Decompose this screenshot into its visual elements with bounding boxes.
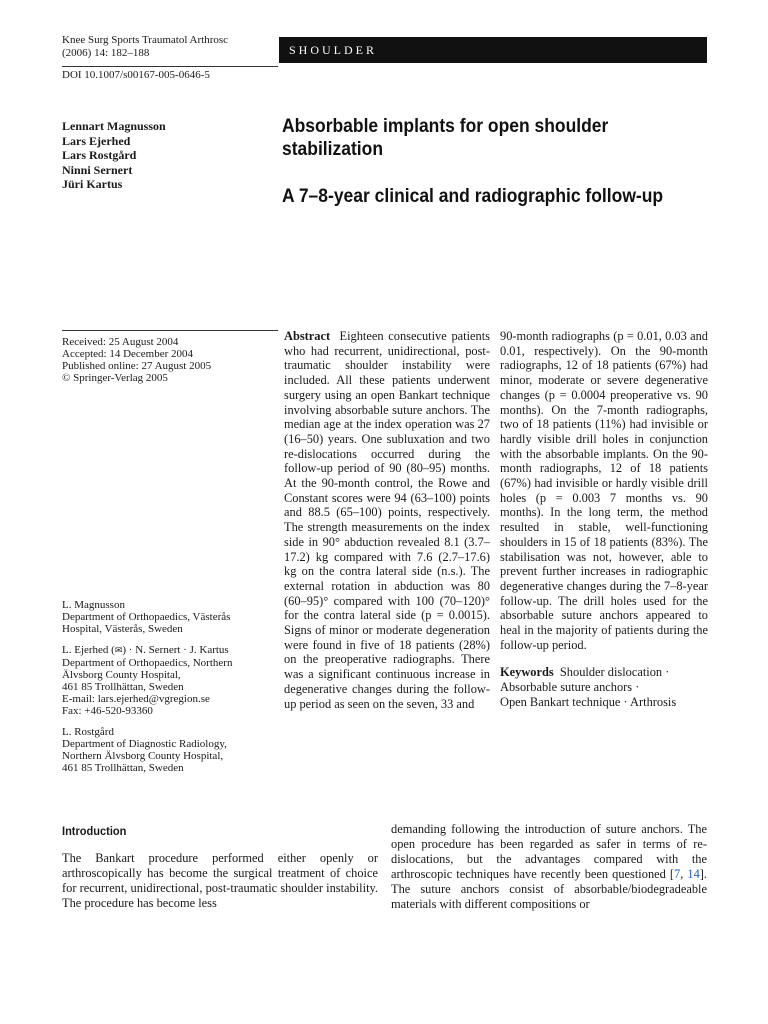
affiliation-fax: Fax: +46-520-93360 — [62, 705, 153, 717]
accepted-date: Accepted: 14 December 2004 — [62, 348, 194, 360]
abstract-text-2: 90-month radiographs (p = 0.01, 0.03 and 0.01, respectively). On the 90-month radiographs, 12 of 18 patients (67%) had minor, moderate or severe degenerative changes (p = 0.0004 preoperative vs. 90 months). On the 7-month radiographs, two of 18 patients (11%) had invisible or hardly visible drill holes in conjunction with the absorbable implants. On the 90-month radiographs, 12 of 18 patients (67%) had invisible or hardly visible drill holes (p = 0.003 7 months vs. 90 months). In the long term, the method resulted in stable, well-functioning shoulders in 15 of 18 patients (83%). The stabilisation was not, however, able to prevent further increases in radiographic degenerative changes during the 7–8-year follow-up. The drill holes used for the absorbable suture anchors appeared to heal in the majority of patients during the follow-up period. — [500, 329, 708, 652]
author: Ninni Sernert — [62, 162, 133, 177]
keywords-line: Shoulder dislocation · — [559, 665, 670, 680]
article-title: Absorbable implants for open shoulder stabilization — [282, 116, 609, 160]
keywords-line: Open Bankart technique · Arthrosis — [500, 694, 677, 709]
reference-separator: , — [680, 867, 688, 881]
abstract-label: Abstract — [284, 329, 331, 343]
copyright: © Springer-Verlag 2005 — [62, 372, 168, 384]
received-date: Received: 25 August 2004 — [62, 336, 179, 348]
affiliation-line: Department of Orthopaedics, Northern — [62, 657, 233, 669]
dates-divider — [62, 330, 278, 331]
affiliation-rostgard — [62, 726, 272, 774]
affiliation-name: L. Rostgård — [62, 726, 114, 738]
affiliation-name-row — [62, 644, 272, 657]
introduction-column-1: The Bankart procedure performed either openly or arthroscopically has become the surgical treatment of choice for recurrent, unidirectional, post-traumatic shoulder instability. The procedure has become less — [62, 851, 378, 910]
affiliation-line: 461 85 Trollhättan, Sweden — [62, 681, 184, 693]
affiliations — [62, 599, 272, 783]
journal-volume: (2006) 14: 182–188 — [62, 47, 150, 59]
abstract-column-1 — [284, 329, 490, 711]
author: Jüri Kartus — [62, 177, 123, 191]
author-list — [62, 119, 166, 192]
envelope-icon: ✉ — [114, 646, 123, 656]
affiliation-line: 461 85 Trollhättan, Sweden — [62, 762, 184, 774]
affiliation-line: Northern Älvsborg County Hospital, — [62, 750, 224, 762]
affiliation-magnusson — [62, 599, 272, 635]
published-date: Published online: 27 August 2005 — [62, 360, 212, 372]
journal-name: Knee Surg Sports Traumatol Arthrosc — [62, 34, 229, 46]
introduction-heading: Introduction — [62, 824, 127, 838]
introduction-text: ]. The suture anchors consist of absorbable/biodegradeable materials with different compositions or — [391, 867, 707, 911]
abstract-column-2 — [500, 329, 708, 710]
reference-link[interactable]: 14 — [687, 867, 700, 881]
article-dates — [62, 336, 211, 384]
author: Lars Ejerhed — [62, 133, 131, 148]
affiliation-line: Älvsborg County Hospital, — [62, 669, 181, 681]
introduction-text: demanding following the introduction of suture anchors. The open procedure has been regarded as safer in terms of re-dislocations, but the advantages compared with the arthroscopic techniques have recently been questioned [ — [391, 822, 707, 881]
affiliation-name: L. Ejerhed ( — [62, 644, 115, 656]
section-banner: SHOULDER — [279, 37, 707, 63]
introduction-column-2 — [391, 822, 707, 912]
affiliation-line: Hospital, Västerås, Sweden — [62, 623, 183, 635]
author: Lennart Magnusson — [62, 119, 166, 133]
doi[interactable]: DOI 10.1007/s00167-005-0646-5 — [62, 69, 210, 81]
article-subtitle: A 7–8-year clinical and radiographic follow-up — [282, 186, 664, 207]
keywords — [500, 665, 708, 709]
keywords-label: Keywords — [500, 665, 554, 680]
abstract-text-1: Eighteen consecutive patients who had recurrent, unidirectional, post-traumatic shoulder instability were included. All these patients underwent surgery using an open Bankart technique involving absorbable suture anchors. The median age at the index operation was 27 (16–50) years. One subluxation and two re-dislocations occurred during the follow-up period of 90 (80–95) months. At the 90-month control, the Rowe and Constant scores were 94 (63–100) points and 88.5 (65–100) points, respectively. The strength measurements on the index side in 90° abduction revealed 8.1 (3.7–17.2) kg compared with 7.6 (2.7–17.6) kg on the contra lateral side (n.s.). The external rotation in abduction was 80 (60–95)° compared with 100 (70–120)° for the contra lateral side (p = 0.0015). Signs of minor or moderate degeneration were found in five of 18 patients (28%) on the preoperative radiographs. There was a significant continuous increase in degenerative changes during the follow-up period as seen on the seven, 33 and — [284, 329, 490, 711]
reference-link[interactable]: 7 — [674, 867, 681, 881]
affiliation-coauthors: ) · N. Sernert · J. Kartus — [122, 644, 229, 656]
author: Lars Rostgård — [62, 148, 137, 162]
affiliation-ejerhed — [62, 644, 272, 717]
affiliation-email[interactable]: E-mail: lars.ejerhed@vgregion.se — [62, 693, 210, 705]
journal-citation — [62, 34, 228, 60]
affiliation-line: Department of Diagnostic Radiology, — [62, 738, 227, 750]
affiliation-line: Department of Orthopaedics, Västerås — [62, 611, 231, 623]
affiliation-name: L. Magnusson — [62, 599, 125, 611]
top-divider — [62, 66, 278, 67]
keywords-line: Absorbable suture anchors · — [500, 680, 640, 695]
